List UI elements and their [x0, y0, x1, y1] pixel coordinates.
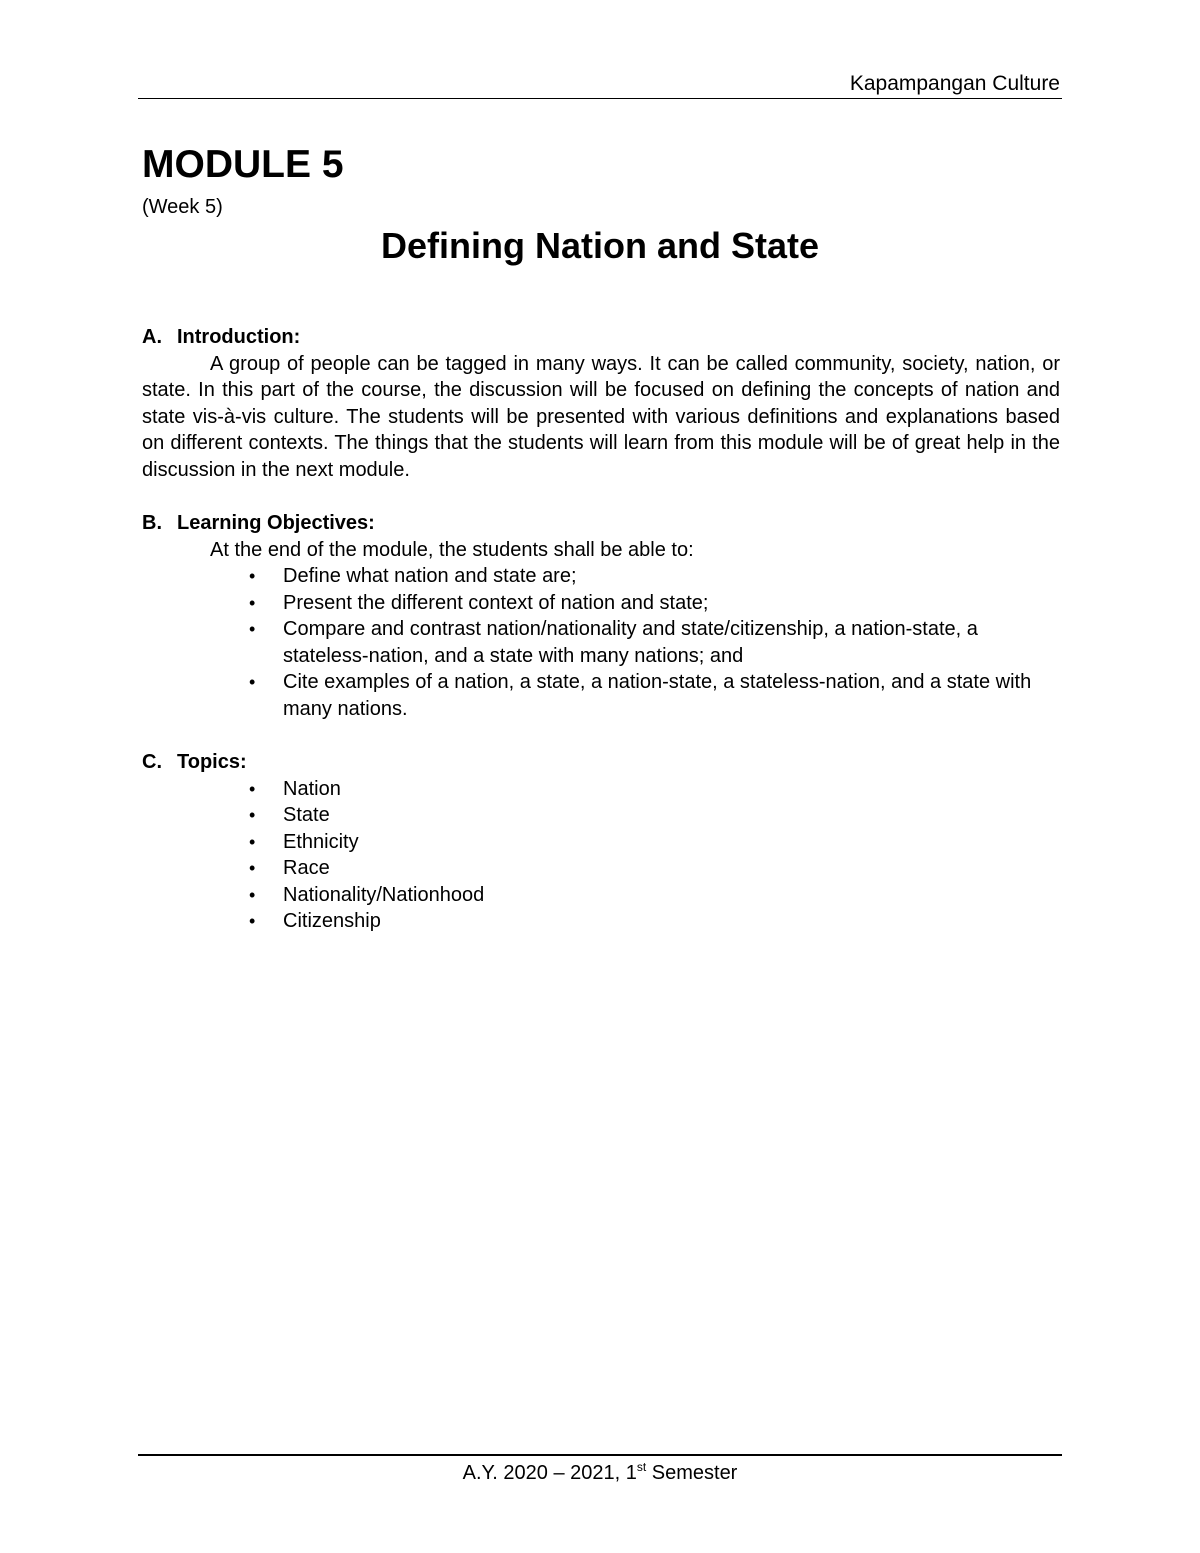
module-content	[142, 324, 1060, 935]
course-name: Kapampangan Culture	[849, 72, 1060, 95]
topics-list	[142, 776, 1060, 935]
header-divider	[138, 98, 1062, 99]
list-item	[142, 855, 1060, 882]
list-item	[142, 616, 1060, 669]
list-item	[142, 669, 1060, 722]
list-item	[142, 802, 1060, 829]
bullet-icon: •	[249, 672, 256, 692]
objective-text: Define what nation and state are;	[283, 565, 577, 587]
section-spacer	[142, 483, 1060, 510]
bullet-icon: •	[249, 805, 256, 825]
section-spacer	[142, 722, 1060, 749]
footer-suffix: Semester	[646, 1462, 738, 1484]
bullet-icon: •	[249, 592, 256, 613]
list-item	[142, 776, 1060, 803]
list-item	[142, 908, 1060, 935]
bullet-icon: •	[249, 831, 256, 852]
bullet-icon: •	[249, 619, 256, 639]
academic-year	[138, 1460, 1062, 1486]
bullet-icon: •	[249, 884, 256, 905]
objective-text: Cite examples of a nation, a state, a nation-state, a stateless-nation, and a state with many nations.	[283, 671, 1032, 720]
section-b-title: Learning Objectives:	[177, 512, 375, 534]
section-c-title: Topics:	[177, 751, 247, 773]
topic-text: State	[283, 804, 330, 826]
section-c-letter: C.	[142, 751, 162, 773]
section-b-heading	[142, 510, 1060, 537]
section-a-title: Introduction:	[177, 326, 301, 348]
topic-text: Ethnicity	[283, 830, 359, 853]
topic-text: Race	[283, 857, 330, 879]
module-label: MODULE 5	[142, 143, 344, 186]
bullet-icon: •	[249, 858, 256, 878]
footer-superscript: st	[636, 1460, 647, 1474]
bullet-icon: •	[249, 911, 256, 931]
list-item	[142, 829, 1060, 856]
section-a-heading	[142, 324, 1060, 351]
section-c-heading	[142, 749, 1060, 776]
topic-text: Nationality/Nationhood	[283, 883, 485, 906]
objective-text: Present the different context of nation and state;	[283, 591, 709, 614]
section-b-letter: B.	[142, 512, 162, 534]
topic-text: Nation	[283, 777, 341, 800]
bullet-icon: •	[249, 566, 256, 586]
module-week: (Week 5)	[142, 196, 223, 218]
section-a-letter: A.	[142, 326, 162, 348]
objectives-lead: At the end of the module, the students shall be able to:	[210, 538, 694, 561]
list-item	[142, 563, 1060, 590]
footer-prefix: A.Y. 2020 – 2021, 1	[462, 1462, 637, 1484]
list-item	[142, 590, 1060, 617]
objectives-list	[142, 563, 1060, 722]
footer-divider	[138, 1454, 1062, 1456]
objective-text: Compare and contrast nation/nationality and state/citizenship, a nation-state, a stateless-nation, and a state with many nations; and	[283, 618, 978, 667]
topic-text: Citizenship	[283, 910, 381, 932]
list-item	[142, 882, 1060, 909]
page-title: Defining Nation and State	[380, 225, 819, 266]
bullet-icon: •	[249, 778, 256, 799]
introduction-paragraph: A group of people can be tagged in many ways. It can be called community, society, nation, or state. In this part of the course, the discussion will be focused on defining the concepts of nation and state vis-à-vis culture. The students will be presented with various definitions and explanations based on different contexts. The things that the students will learn from this module will be of great help in the discussion in the next module.	[142, 352, 1060, 481]
